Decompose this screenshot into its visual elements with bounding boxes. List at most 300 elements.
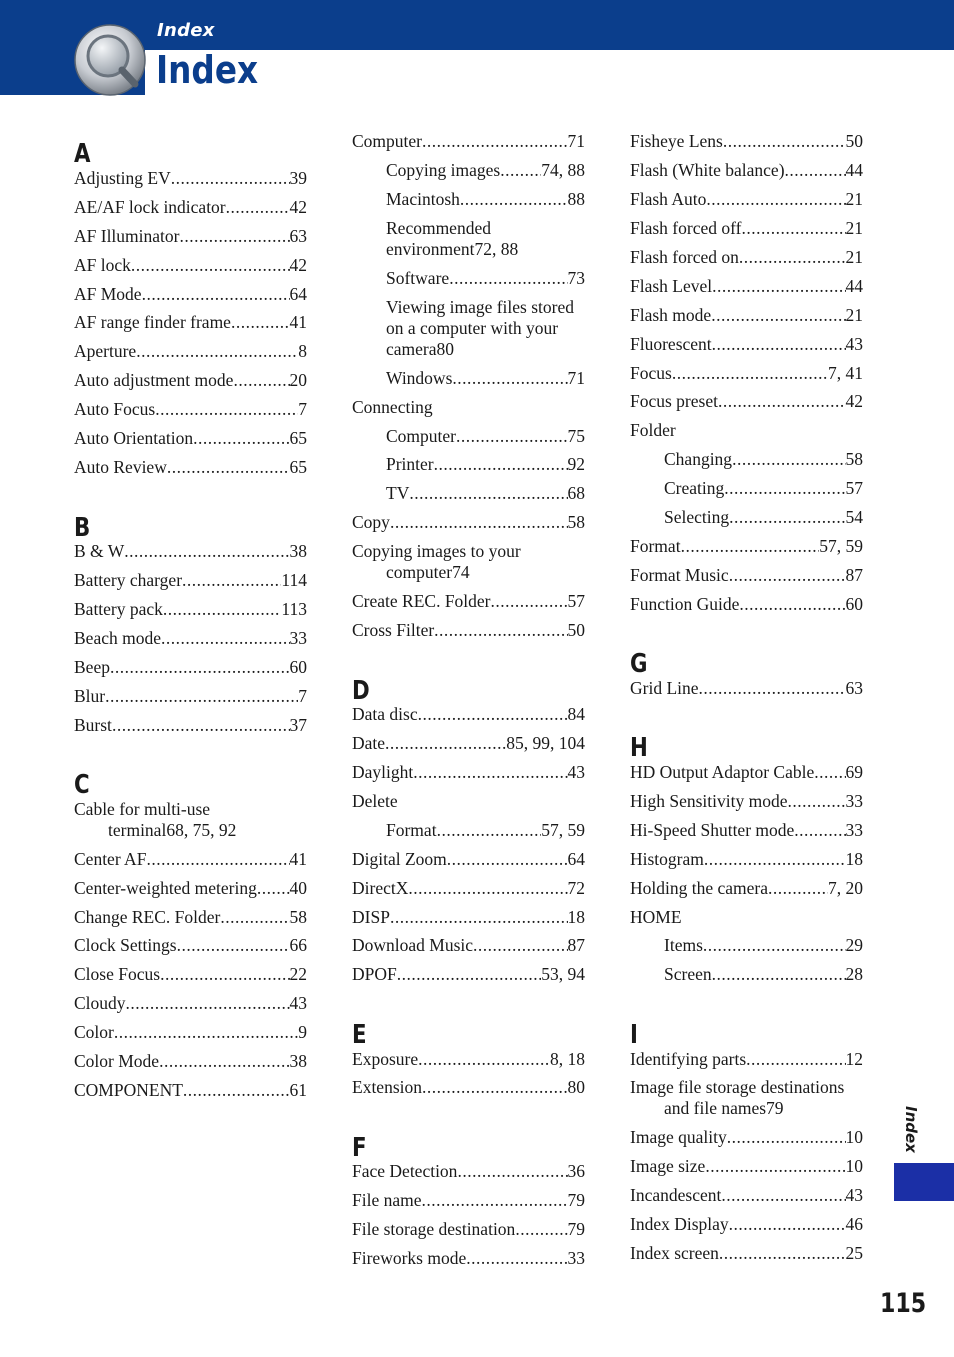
- entry-term: Battery pack: [74, 599, 163, 619]
- dot-leader: [193, 428, 289, 449]
- entry-page: 42: [289, 255, 307, 275]
- index-entry: [630, 594, 863, 615]
- entry-page: 21: [845, 247, 863, 267]
- index-entry: [74, 628, 307, 649]
- entry-term: Data disc: [352, 704, 418, 724]
- dot-leader: [231, 312, 290, 333]
- index-entry: [630, 334, 863, 355]
- dot-leader: [114, 1022, 298, 1043]
- entry-term: Image quality: [630, 1127, 727, 1147]
- index-heading: Folder: [630, 420, 676, 440]
- dot-leader: [105, 686, 298, 707]
- entry-term: Index screen: [630, 1243, 719, 1263]
- entry-term: Exposure: [352, 1049, 419, 1069]
- entry-term-line2: [386, 239, 585, 260]
- index-entry: [352, 878, 585, 899]
- entry-term: Printer: [386, 454, 434, 474]
- entry-page: 12: [845, 1049, 863, 1069]
- index-subentry: [664, 449, 863, 470]
- entry-term: AE/AF lock indicator: [74, 197, 226, 217]
- section-letter: H: [630, 733, 648, 763]
- entry-page: 63: [845, 678, 863, 698]
- entry-term: Beep: [74, 657, 110, 677]
- entry-term: Auto Review: [74, 457, 167, 477]
- entry-term: Cable for multi-use: [74, 799, 211, 819]
- entry-page: 114: [281, 570, 307, 590]
- index-entry: [74, 878, 307, 899]
- dot-leader: [422, 1190, 568, 1211]
- entry-page: 41: [289, 312, 307, 332]
- index-entry: [74, 964, 307, 985]
- dot-leader: [418, 1049, 550, 1070]
- index-entry: [74, 1080, 307, 1101]
- entry-term: AF Illuminator: [74, 226, 180, 246]
- index-subentry: [386, 160, 585, 181]
- entry-page: 53, 94: [541, 964, 585, 984]
- dot-leader: [672, 363, 828, 384]
- index-entry: [630, 131, 863, 152]
- entry-page: 25: [845, 1243, 863, 1263]
- dot-leader: [719, 1243, 846, 1264]
- index-entry: [630, 363, 863, 384]
- index-entry: [74, 457, 307, 478]
- index-entry: [630, 1049, 863, 1070]
- index-entry: [630, 1077, 863, 1119]
- entry-term: Extension: [352, 1077, 422, 1097]
- entry-page: 68: [567, 483, 585, 503]
- entry-page: 63: [289, 226, 307, 246]
- entry-page: 33: [845, 791, 863, 811]
- dot-leader: [457, 1161, 567, 1182]
- dot-leader: [422, 1077, 568, 1098]
- entry-term-end: and file names: [664, 1098, 767, 1118]
- entry-term: Flash Auto: [630, 189, 707, 209]
- entry-page: 58: [845, 449, 863, 469]
- index-entry: [630, 189, 863, 210]
- entry-term: Center AF: [74, 849, 147, 869]
- entry-page: 58: [289, 907, 307, 927]
- entry-page: 10: [845, 1127, 863, 1147]
- index-entry: [74, 370, 307, 391]
- index-entry: [74, 570, 307, 591]
- entry-term: Image file storage destinations: [630, 1077, 845, 1097]
- index-entry: [352, 849, 585, 870]
- dot-leader: [814, 762, 845, 783]
- entry-page: 38: [289, 1051, 307, 1071]
- entry-term: Copying images to your: [352, 541, 521, 561]
- dot-leader: [681, 536, 820, 557]
- entry-term: Change REC. Folder: [74, 907, 221, 927]
- entry-page: 21: [845, 218, 863, 238]
- entry-page: 43: [567, 762, 585, 782]
- entry-page: 66: [289, 935, 307, 955]
- entry-term: DPOF: [352, 964, 397, 984]
- entry-term: Auto adjustment mode: [74, 370, 234, 390]
- index-entry: [630, 565, 863, 586]
- index-subentry: [386, 189, 585, 210]
- entry-page: 79: [567, 1190, 585, 1210]
- dot-leader: [515, 1219, 567, 1240]
- dot-leader: [233, 370, 289, 391]
- dot-leader: [161, 628, 290, 649]
- entry-term: Holding the camera: [630, 878, 769, 898]
- index-subentry: [664, 964, 863, 985]
- section-letter: D: [352, 676, 370, 706]
- entry-page: 36: [567, 1161, 585, 1181]
- dot-leader: [131, 255, 290, 276]
- dot-leader: [418, 704, 568, 725]
- index-entry: [352, 1077, 585, 1098]
- index-entry: [352, 907, 585, 928]
- entry-page: 43: [845, 334, 863, 354]
- entry-term: Daylight: [352, 762, 414, 782]
- entry-term-line2: [630, 1098, 863, 1119]
- index-entry: [74, 799, 307, 841]
- dot-leader: [729, 565, 846, 586]
- entry-term: Fluorescent: [630, 334, 712, 354]
- dot-leader: [434, 620, 567, 641]
- index-entry: [352, 541, 585, 583]
- entry-page: 68, 75, 92: [166, 820, 237, 840]
- section-letter: C: [74, 770, 90, 800]
- section-letter: G: [630, 649, 648, 679]
- index-entry: [630, 849, 863, 870]
- dot-leader: [449, 268, 567, 289]
- entry-term: Grid Line: [630, 678, 699, 698]
- entry-term-end: environment: [386, 239, 475, 259]
- dot-leader: [397, 964, 542, 985]
- dot-leader: [408, 878, 567, 899]
- dot-leader: [177, 935, 290, 956]
- index-entry: [352, 1190, 585, 1211]
- entry-page: 57: [567, 591, 585, 611]
- index-entry: [74, 1051, 307, 1072]
- entry-page: 75: [567, 426, 585, 446]
- entry-term: Flash mode: [630, 305, 712, 325]
- index-entry: [352, 1248, 585, 1269]
- entry-term: Identifying parts: [630, 1049, 747, 1069]
- entry-term: Incandescent: [630, 1185, 722, 1205]
- entry-term: Software: [386, 268, 450, 288]
- entry-page: 58: [567, 512, 585, 532]
- entry-page: 21: [845, 189, 863, 209]
- index-entry: [630, 878, 863, 899]
- entry-page: 33: [845, 820, 863, 840]
- dot-leader: [712, 334, 846, 355]
- dot-leader: [437, 820, 542, 841]
- entry-term: Windows: [386, 368, 453, 388]
- entry-page: 85, 99, 104: [506, 733, 585, 753]
- entry-page: 37: [289, 715, 307, 735]
- dot-leader: [460, 189, 568, 210]
- entry-term: Blur: [74, 686, 106, 706]
- entry-page: 33: [567, 1248, 585, 1268]
- dot-leader: [126, 993, 290, 1014]
- entry-term: Cross Filter: [352, 620, 435, 640]
- entry-term: Aperture: [74, 341, 137, 361]
- index-entry: [352, 131, 585, 152]
- entry-page: 18: [845, 849, 863, 869]
- entry-page: 71: [567, 131, 585, 151]
- dot-leader: [491, 591, 568, 612]
- dot-leader: [167, 457, 290, 478]
- entry-page: 84: [567, 704, 585, 724]
- side-tab-marker: [894, 1163, 954, 1201]
- entry-term: Copy: [352, 512, 390, 532]
- entry-page: 44: [845, 160, 863, 180]
- entry-page: 80: [567, 1077, 585, 1097]
- dot-leader: [179, 226, 289, 247]
- entry-term: Flash (White balance): [630, 160, 785, 180]
- entry-page: 33: [289, 628, 307, 648]
- header-subtitle: Index: [157, 20, 215, 41]
- entry-page: 50: [845, 131, 863, 151]
- entry-page: 41: [289, 849, 307, 869]
- index-heading: Delete: [352, 791, 398, 811]
- entry-page: 39: [289, 168, 307, 188]
- dot-leader: [447, 849, 568, 870]
- entry-term: Clock Settings: [74, 935, 177, 955]
- index-entry: [74, 312, 307, 333]
- dot-leader: [160, 964, 289, 985]
- entry-term-line2: [386, 339, 585, 360]
- entry-term-end: terminal: [108, 820, 167, 840]
- entry-term: Focus preset: [630, 391, 718, 411]
- entry-page: 40: [289, 878, 307, 898]
- dot-leader: [718, 391, 846, 412]
- dot-leader: [721, 1185, 845, 1206]
- index-entry: [74, 715, 307, 736]
- dot-leader: [768, 878, 828, 899]
- entry-term-end: computer: [386, 562, 453, 582]
- index-entry: [630, 1127, 863, 1148]
- index-entry: [352, 512, 585, 533]
- entry-term: AF range finder frame: [74, 312, 231, 332]
- entry-page: 42: [289, 197, 307, 217]
- entry-term: File name: [352, 1190, 422, 1210]
- index-entry: [74, 541, 307, 562]
- dot-leader: [183, 1080, 290, 1101]
- dot-leader: [729, 507, 845, 528]
- entry-term: Close Focus: [74, 964, 161, 984]
- index-entry: [630, 820, 863, 841]
- index-subentry: [386, 268, 585, 289]
- dot-leader: [409, 483, 567, 504]
- entry-page: 54: [845, 507, 863, 527]
- entry-page: 87: [567, 935, 585, 955]
- dot-leader: [422, 131, 568, 152]
- index-subentry: [386, 426, 585, 447]
- index-entry: [352, 1219, 585, 1240]
- index-entry: [630, 247, 863, 268]
- entry-term: Face Detection: [352, 1161, 458, 1181]
- entry-term: Changing: [664, 449, 733, 469]
- entry-term: Center-weighted metering: [74, 878, 257, 898]
- entry-page: 72, 88: [474, 239, 519, 259]
- index-subentry: [386, 368, 585, 389]
- dot-leader: [142, 284, 290, 305]
- entry-term: Color: [74, 1022, 114, 1042]
- dot-leader: [159, 1051, 289, 1072]
- entry-term: B & W: [74, 541, 125, 561]
- index-entry: [352, 1161, 585, 1182]
- entry-term: Cloudy: [74, 993, 126, 1013]
- section-letter: B: [74, 513, 91, 543]
- index-entry: [630, 1243, 863, 1264]
- index-entry: [630, 218, 863, 239]
- entry-page: 18: [567, 907, 585, 927]
- entry-page: 42: [845, 391, 863, 411]
- entry-term: Recommended: [386, 218, 491, 238]
- index-entry: [352, 704, 585, 725]
- entry-term-line2: [74, 820, 307, 841]
- dot-leader: [706, 189, 845, 210]
- entry-term: Flash forced off: [630, 218, 742, 238]
- entry-term: Viewing image files stored: [386, 297, 574, 317]
- entry-term-continued: on a computer with your: [386, 318, 559, 338]
- section-letter: E: [352, 1020, 367, 1050]
- dot-leader: [711, 305, 845, 326]
- dot-leader: [466, 1248, 567, 1269]
- entry-term: HD Output Adaptor Cable: [630, 762, 815, 782]
- dot-leader: [171, 168, 290, 189]
- entry-term: Fisheye Lens: [630, 131, 723, 151]
- entry-page: 10: [845, 1156, 863, 1176]
- entry-term: Digital Zoom: [352, 849, 447, 869]
- entry-page: 57, 59: [541, 820, 585, 840]
- dot-leader: [739, 247, 846, 268]
- index-entry: [74, 399, 307, 420]
- entry-term: DirectX: [352, 878, 409, 898]
- entry-page: 92: [567, 454, 585, 474]
- entry-page: 113: [281, 599, 307, 619]
- entry-term: Color Mode: [74, 1051, 160, 1071]
- index-subentry: [664, 507, 863, 528]
- index-entry: [630, 1185, 863, 1206]
- entry-page: 65: [289, 428, 307, 448]
- index-entry: [352, 964, 585, 985]
- entry-term: Macintosh: [386, 189, 460, 209]
- entry-page: 60: [289, 657, 307, 677]
- entry-page: 7, 41: [828, 363, 863, 383]
- dot-leader: [788, 791, 846, 812]
- dot-leader: [163, 599, 281, 620]
- dot-leader: [727, 1127, 846, 1148]
- entry-page: 38: [289, 541, 307, 561]
- dot-leader: [112, 715, 290, 736]
- entry-term-end: camera: [386, 339, 437, 359]
- index-entry: [74, 849, 307, 870]
- entry-page: 20: [289, 370, 307, 390]
- entry-page: 21: [845, 305, 863, 325]
- entry-page: 9: [298, 1022, 307, 1042]
- index-heading: Connecting: [352, 397, 433, 417]
- entry-term: Auto Orientation: [74, 428, 194, 448]
- dot-leader: [500, 160, 541, 181]
- dot-leader: [434, 454, 568, 475]
- index-entry: [74, 599, 307, 620]
- entry-page: 46: [845, 1214, 863, 1234]
- entry-term: Index Display: [630, 1214, 729, 1234]
- entry-page: 71: [567, 368, 585, 388]
- dot-leader: [155, 399, 298, 420]
- dot-leader: [452, 368, 567, 389]
- dot-leader: [146, 849, 289, 870]
- entry-page: 7, 20: [828, 878, 863, 898]
- index-entry: [630, 305, 863, 326]
- entry-term: AF lock: [74, 255, 131, 275]
- entry-term: Format: [386, 820, 437, 840]
- entry-page: 65: [289, 457, 307, 477]
- entry-term: Format: [630, 536, 681, 556]
- section-letter: F: [352, 1133, 367, 1163]
- dot-leader: [390, 907, 568, 928]
- dot-leader: [226, 197, 290, 218]
- dot-leader: [739, 594, 845, 615]
- entry-page: 64: [567, 849, 585, 869]
- index-entry: [352, 733, 585, 754]
- index-entry: [630, 391, 863, 412]
- entry-term: Download Music: [352, 935, 474, 955]
- entry-term: File storage destination: [352, 1219, 516, 1239]
- entry-term: High Sensitivity mode: [630, 791, 788, 811]
- entry-page: 28: [845, 964, 863, 984]
- index-entry: [74, 686, 307, 707]
- index-entry: [74, 907, 307, 928]
- index-subentry: [386, 218, 585, 260]
- index-subentry: [386, 454, 585, 475]
- index-entry: [630, 276, 863, 297]
- index-entry: [630, 678, 863, 699]
- dot-leader: [723, 131, 846, 152]
- index-entry: [630, 536, 863, 557]
- entry-term: Date: [352, 733, 386, 753]
- entry-page: 57, 59: [819, 536, 863, 556]
- entry-term: Computer: [386, 426, 456, 446]
- entry-page: 7: [298, 686, 307, 706]
- dot-leader: [712, 964, 846, 985]
- page-number: 115: [880, 1288, 927, 1319]
- dot-leader: [182, 570, 281, 591]
- entry-term: Flash Level: [630, 276, 713, 296]
- dot-leader: [705, 1156, 845, 1177]
- dot-leader: [724, 478, 845, 499]
- entry-page: 8: [298, 341, 307, 361]
- dot-leader: [703, 935, 846, 956]
- entry-page: 74, 88: [541, 160, 585, 180]
- dot-leader: [473, 935, 567, 956]
- index-entry: [352, 591, 585, 612]
- entry-term: Auto Focus: [74, 399, 156, 419]
- index-entry: [630, 160, 863, 181]
- dot-leader: [699, 678, 846, 699]
- entry-page: 7: [298, 399, 307, 419]
- section-letter: A: [74, 139, 91, 169]
- index-entry: [630, 1156, 863, 1177]
- dot-leader: [704, 849, 846, 870]
- entry-term: Fireworks mode: [352, 1248, 467, 1268]
- entry-page: 8, 18: [550, 1049, 585, 1069]
- dot-leader: [729, 1214, 846, 1235]
- index-entry: [74, 255, 307, 276]
- dot-leader: [220, 907, 289, 928]
- entry-page: 73: [567, 268, 585, 288]
- index-subentry: [386, 820, 585, 841]
- entry-page: 69: [845, 762, 863, 782]
- index-entry: [74, 197, 307, 218]
- entry-page: 43: [289, 993, 307, 1013]
- dot-leader: [385, 733, 506, 754]
